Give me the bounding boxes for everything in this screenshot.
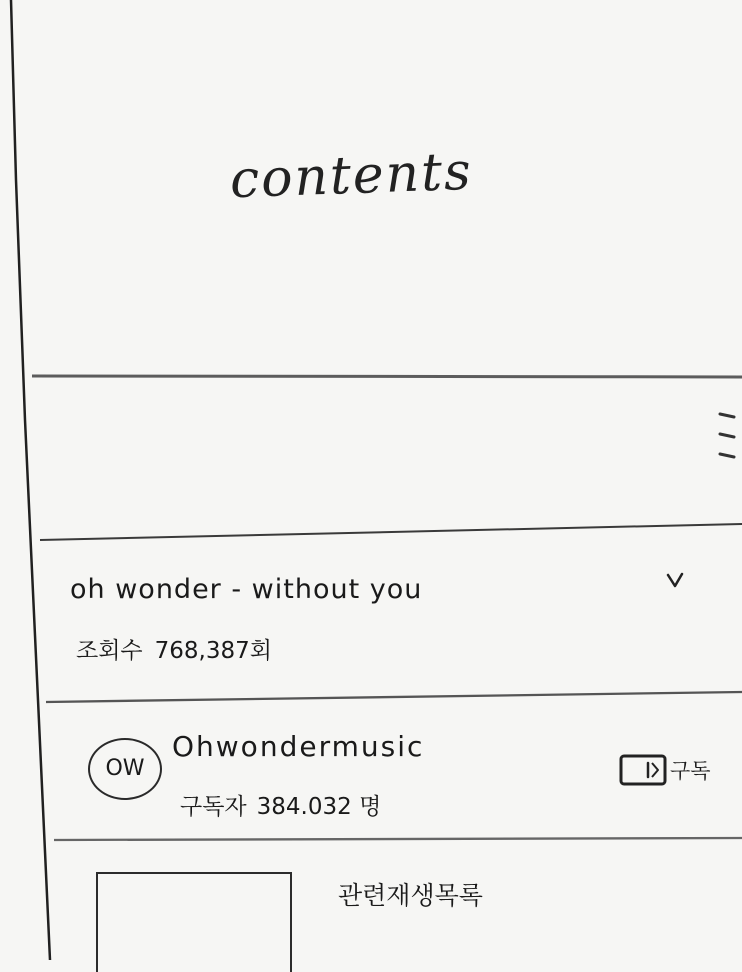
related-section (58, 842, 742, 960)
subscriber-count (180, 788, 391, 821)
subscriber-count-value: 384.032 명 (256, 794, 382, 820)
channel-avatar[interactable]: OW (88, 738, 162, 800)
contents-area (30, 0, 742, 375)
subscribe-button[interactable] (618, 752, 711, 788)
view-count-value: 768,387회 (154, 638, 272, 664)
channel-row (48, 700, 742, 838)
channel-name[interactable]: Ohwondermusic (172, 730, 425, 763)
subscribe-label: 구독 (670, 759, 711, 783)
chevron-down-icon[interactable] (664, 570, 686, 592)
more-vertical-icon[interactable] (714, 408, 742, 468)
video-info (42, 540, 742, 692)
related-playlist-title: 관련재생목록 (338, 881, 483, 910)
video-toolbar (36, 380, 742, 535)
play-box-icon (618, 752, 668, 788)
related-video-thumbnail[interactable] (96, 872, 292, 972)
contents-placeholder-label: contents (229, 141, 474, 211)
video-title: oh wonder - without you (70, 574, 423, 605)
subscriber-count-label: 구독자 (180, 794, 247, 820)
view-count (76, 632, 284, 665)
view-count-label: 조회수 (76, 638, 143, 664)
